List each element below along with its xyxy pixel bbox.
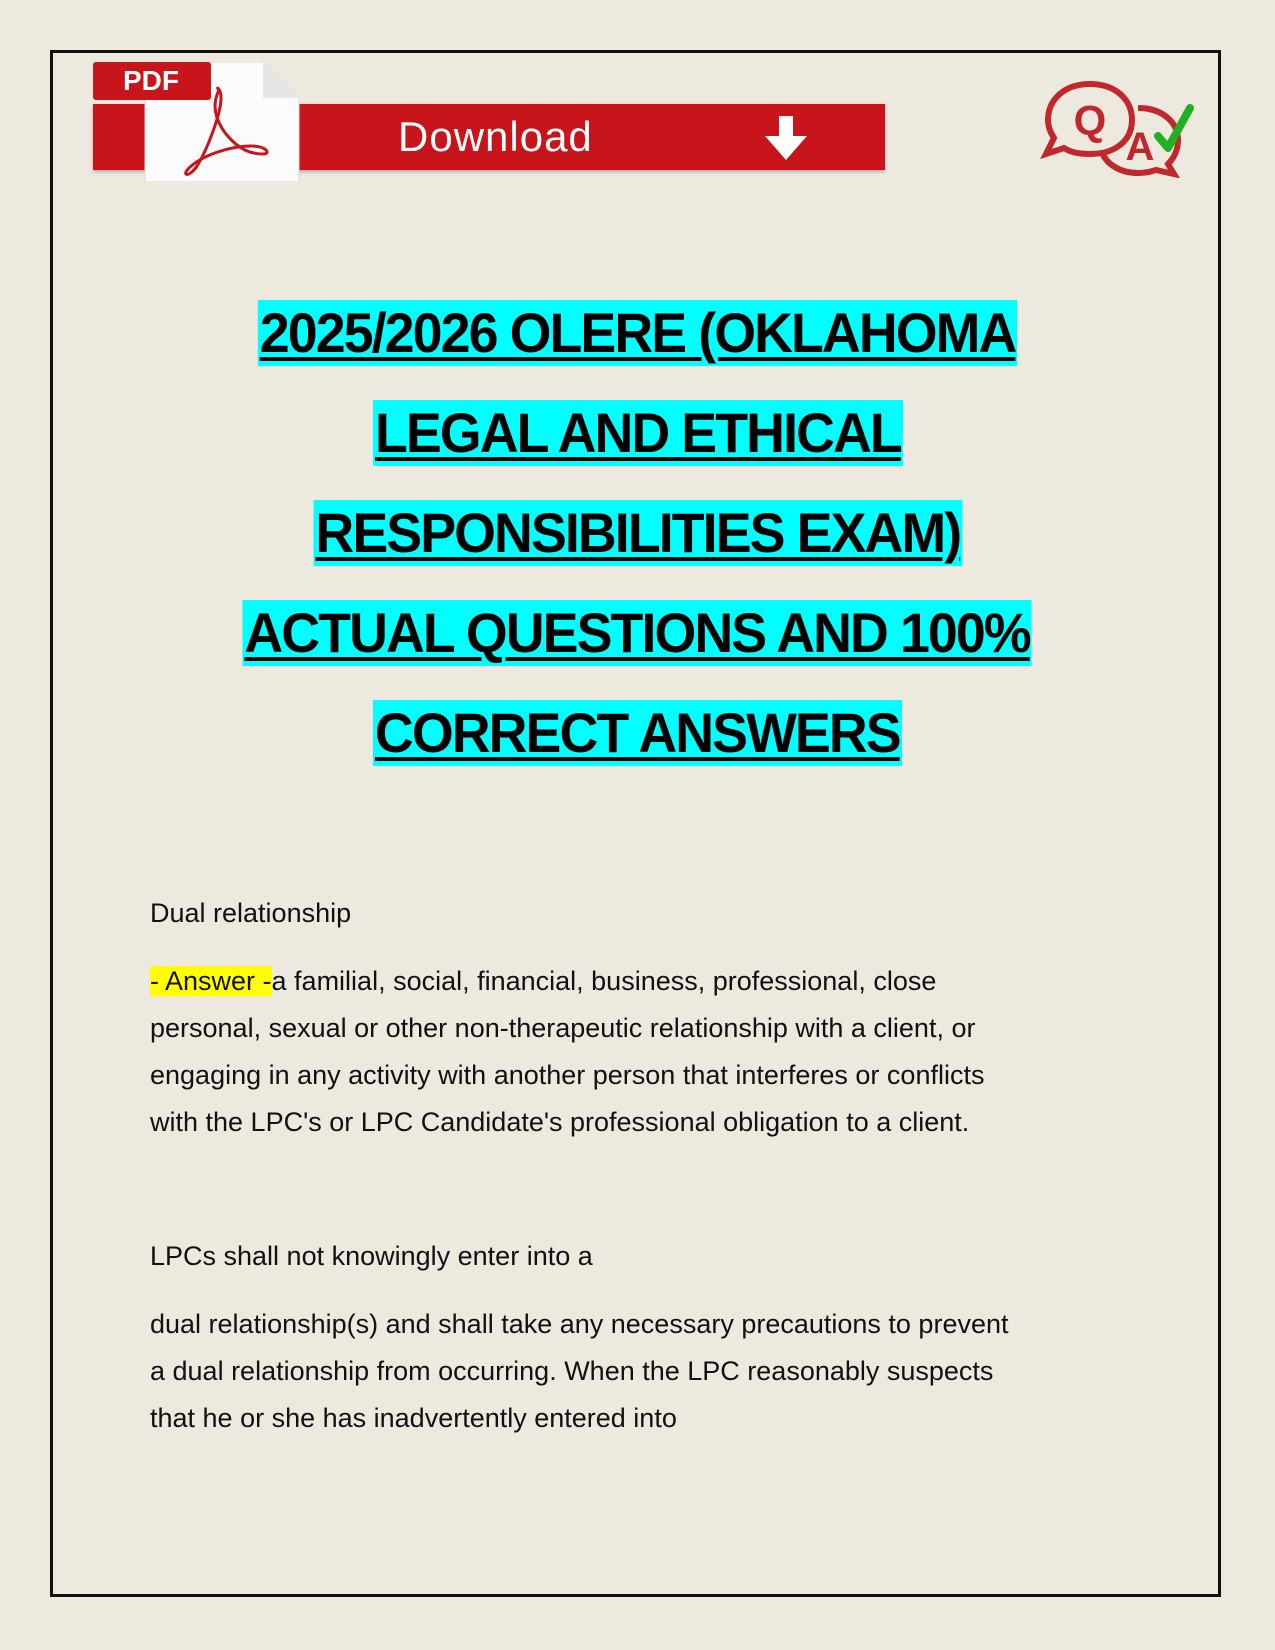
qa-logo (1040, 78, 1210, 178)
answer-label: - Answer - (150, 966, 272, 996)
answer-1-line-1: a familial, social, financial, business, professional, close (271, 966, 937, 996)
title-line-4: ACTUAL QUESTIONS AND 100% (244, 601, 1031, 664)
download-label[interactable]: Download (398, 113, 593, 160)
title-line-3: RESPONSIBILITIES EXAM) (315, 501, 960, 564)
pdf-download-banner[interactable] (93, 58, 885, 184)
document-title (0, 300, 1275, 800)
title-line-1: 2025/2026 OLERE (OKLAHOMA (259, 301, 1016, 364)
title-line-5: CORRECT ANSWERS (375, 701, 900, 764)
answer-2-line-3: that he or she has inadvertently entered into (150, 1403, 677, 1433)
pdf-tag: PDF (93, 62, 211, 100)
question-1: Dual relationship (150, 898, 352, 928)
answer-1-line-2: personal, sexual or other non-therapeutic relationship with a client, or (150, 1013, 976, 1043)
answer-2-line-2: a dual relationship from occurring. When the LPC reasonably suspects (150, 1356, 994, 1386)
answer-1-line-3: engaging in any activity with another person that interferes or conflicts (150, 1060, 985, 1090)
answer-2-line-1: dual relationship(s) and shall take any necessary precautions to prevent (150, 1309, 1009, 1339)
a-letter: A (1125, 125, 1155, 169)
download-arrow-icon (763, 116, 809, 160)
answer-1 (150, 958, 1130, 1146)
question-2: LPCs shall not knowingly enter into a (150, 1241, 593, 1271)
title-line-2: LEGAL AND ETHICAL (374, 401, 901, 464)
answer-1-line-4: with the LPC's or LPC Candidate's professional obligation to a client. (150, 1107, 970, 1137)
q-letter: Q (1073, 97, 1107, 144)
answer-2 (150, 1301, 1130, 1442)
